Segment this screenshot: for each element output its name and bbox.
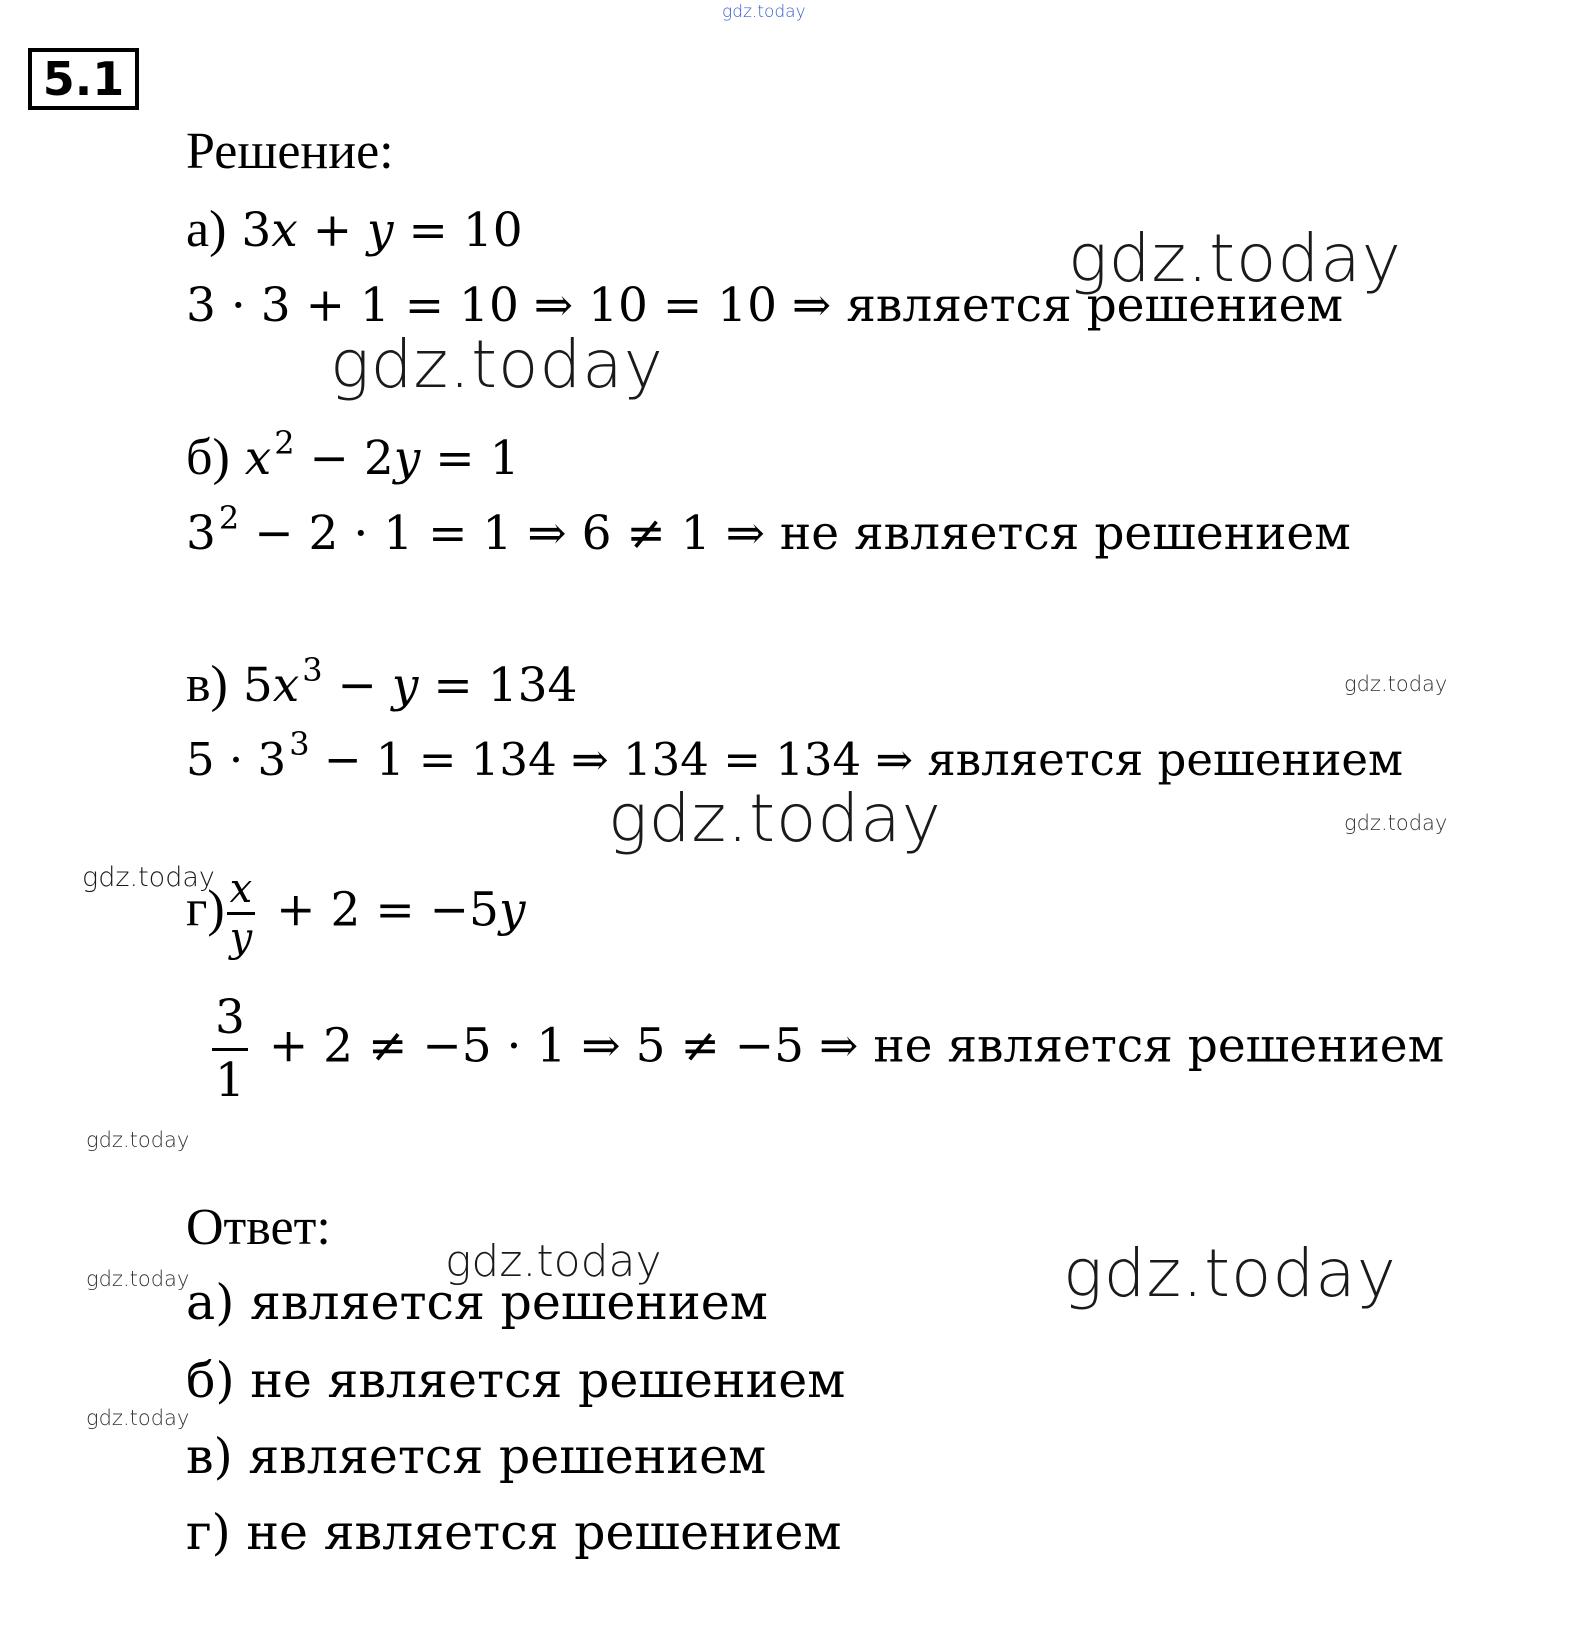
check-result: не является решением	[873, 1018, 1445, 1074]
part-label: а)	[186, 201, 227, 258]
part-label: г)	[186, 880, 225, 938]
answer-item: б) не является решением	[186, 1352, 846, 1409]
watermark-small: gdz.today	[82, 862, 215, 893]
watermark-large: gdz.today	[608, 780, 942, 857]
watermark-small: gdz.today	[86, 1128, 190, 1152]
part-c-equation: в) $5x^3 - y = 134$	[186, 651, 578, 713]
part-label: в)	[186, 656, 228, 713]
part-label: б)	[186, 429, 230, 486]
problem-number: 5.1	[28, 48, 139, 110]
part-c-check: $5 \cdot 3^3 - 1 = 134$ ⇒ 134 = 134 ⇒ является решением	[186, 725, 1404, 786]
fraction: $\frac{x}{y}$	[227, 868, 256, 959]
watermark-large: gdz.today	[1063, 1235, 1397, 1312]
watermark-small: gdz.today	[1344, 811, 1448, 835]
part-b-check: $3^2 - 2 \cdot 1 = 1$ ⇒ 6 ≠ 1 ⇒ не является решением	[186, 499, 1351, 561]
answer-heading: Ответ:	[186, 1199, 331, 1256]
answer-item: в) является решением	[186, 1428, 767, 1485]
watermark-large: gdz.today	[1068, 220, 1402, 297]
check-result: является решением	[846, 278, 1344, 333]
part-a-equation: а) 3x + y = 10	[186, 201, 523, 258]
answer-item: а) является решением	[186, 1274, 768, 1331]
part-d-check: $\frac{3}{1}$ + 2 ≠ −5 · 1 ⇒ 5 ≠ −5 ⇒ не является решением	[210, 990, 1444, 1109]
check-result: не является решением	[779, 506, 1351, 561]
watermark-large: gdz.today	[330, 326, 664, 403]
solution-heading: Решение:	[186, 123, 394, 180]
part-d-equation: г) $\frac{x}{y}$ + 2 = −5y	[186, 866, 526, 961]
part-b-equation: б) $x^2 - 2y = 1$	[186, 424, 520, 486]
watermark-small: gdz.today	[86, 1406, 190, 1430]
watermark-small: gdz.today	[86, 1267, 190, 1291]
watermark-top: gdz.today	[722, 2, 806, 22]
watermark-medium: gdz.today	[445, 1236, 662, 1287]
fraction: $\frac{3}{1}$	[212, 990, 248, 1109]
check-result: является решением	[927, 733, 1404, 786]
answer-item: г) не является решением	[186, 1504, 842, 1561]
part-a-check: 3 · 3 + 1 = 10 ⇒ 10 = 10 ⇒ является решением	[186, 278, 1344, 333]
watermark-small: gdz.today	[1344, 672, 1448, 696]
